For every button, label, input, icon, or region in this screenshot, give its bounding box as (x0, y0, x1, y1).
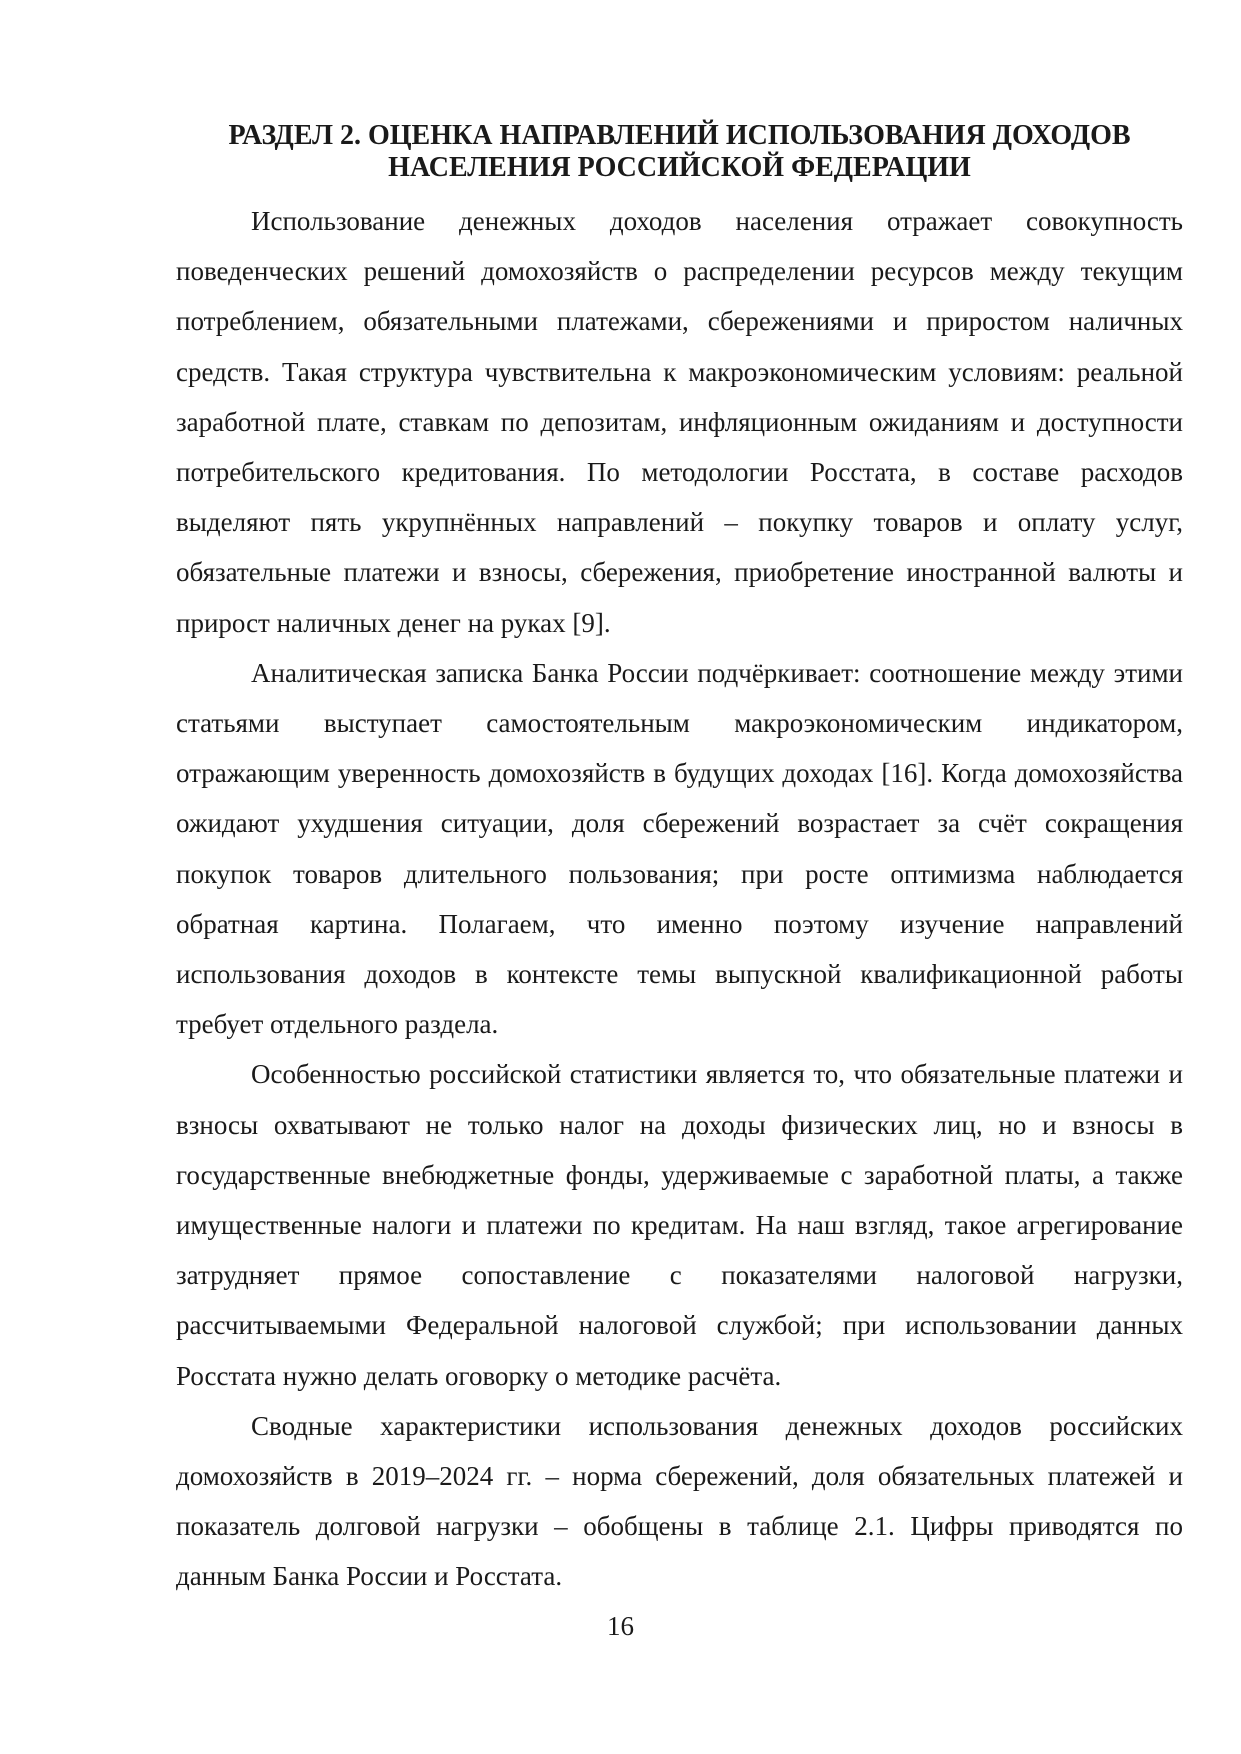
section-heading-line-1: РАЗДЕЛ 2. ОЦЕНКА НАПРАВЛЕНИЙ ИСПОЛЬЗОВАНИЯ ДОХОДОВ (228, 120, 1131, 151)
body-text (176, 196, 1183, 1602)
paragraph-1: Использование денежных доходов населения отражает совокупность поведенческих решений домохозяйств о распределении ресурсов между текущим потреблением, обязательными платежами, сбережениями и приростом наличных средств. Такая структура чувствительна к макроэкономическим условиям: реальной заработной плате, ставкам по депозитам, инфляционным ожиданиям и доступности потребительского кредитования. По методологии Росстата, в составе расходов выделяют пять укрупнённых направлений – покупку товаров и оплату услуг, обязательные платежи и взносы, сбережения, приобретение иностранной валюты и прирост наличных денег на руках [9]. (176, 206, 1183, 638)
page-number: 16 (607, 1611, 634, 1641)
paragraph-2: Аналитическая записка Банка России подчёркивает: соотношение между этими статьями выступает самостоятельным макроэкономическим индикатором, отражающим уверенность домохозяйств в будущих доходах [16]. Когда домохозяйства ожидают ухудшения ситуации, доля сбережений возрастает за счёт сокращения покупок товаров длительного пользования; при росте оптимизма наблюдается обратная картина. Полагаем, что именно поэтому изучение направлений использования доходов в контексте темы выпускной квалификационной работы требует отдельного раздела. (176, 657, 1183, 1040)
paragraph-3: Особенностью российской статистики является то, что обязательные платежи и взносы охватывают не только налог на доходы физических лиц, но и взносы в государственные внебюджетные фонды, удерживаемые с заработной платы, а также имущественные налоги и платежи по кредитам. На наш взгляд, такое агрегирование затрудняет прямое сопоставление с показателями налоговой нагрузки, рассчитываемыми Федеральной налоговой службой; при использовании данных Росстата нужно делать оговорку о методике расчёта. (176, 1059, 1183, 1391)
section-heading-line-2: НАСЕЛЕНИЯ РОССИЙСКОЙ ФЕДЕРАЦИИ (388, 152, 971, 183)
paragraph-4: Сводные характеристики использования денежных доходов российских домохозяйств в 2019–2024 гг. – норма сбережений, доля обязательных платежей и показатель долговой нагрузки – обобщены в таблице 2.1. Цифры приводятся по данным Банка России и Росстата. (176, 1410, 1183, 1592)
section-heading (176, 120, 1183, 184)
